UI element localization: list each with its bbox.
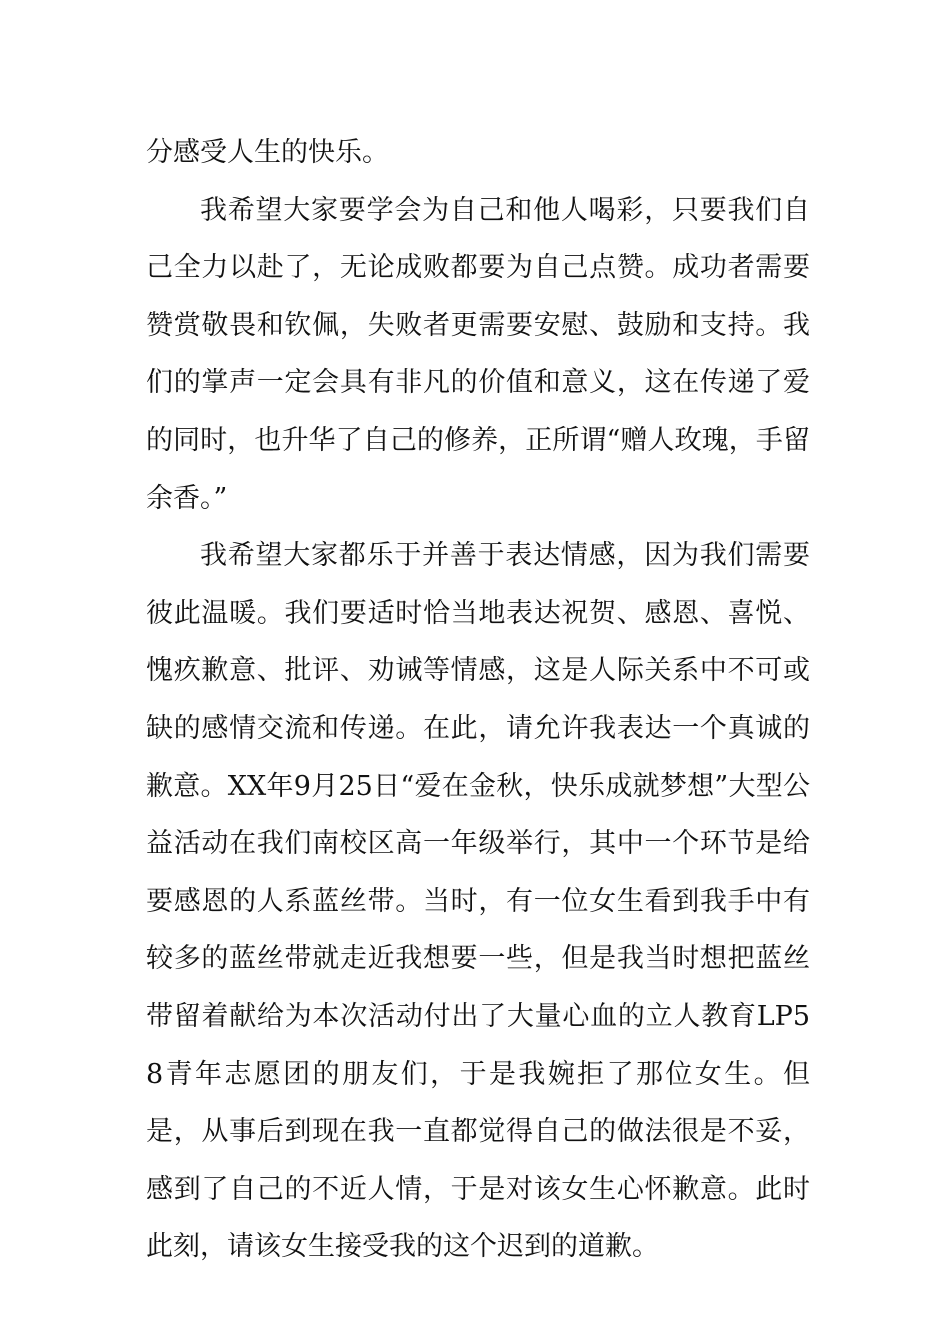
paragraph-apology: 我希望大家都乐于并善于表达情感，因为我们需要彼此温暖。我们要适时恰当地表达祝贺、感恩、喜悦、愧疚歉意、批评、劝诫等情感，这是人际关系中不可或缺的感情交流和传递。在此，请允许我表达一个真诚的歉意。XX年9月25日“爱在金秋，快乐成就梦想”大型公益活动在我们南校区高一年级举行，其中一个环节是给要感恩的人系蓝丝带。当时，有一位女生看到我手中有较多的蓝丝带就走近我想要一些，但是我当时想把蓝丝带留着献给为本次活动付出了大量心血的立人教育LP58青年志愿团的朋友们，于是我婉拒了那位女生。但是，从事后到现在我一直都觉得自己的做法很是不妥，感到了自己的不近人情，于是对该女生心怀歉意。此时此刻，请该女生接受我的这个迟到的道歉。 <box>146 540 810 1263</box>
body-text <box>146 124 810 1276</box>
paragraph-applause: 我希望大家要学会为自己和他人喝彩，只要我们自己全力以赴了，无论成败都要为自己点赞。成功者需要赞赏敬畏和钦佩，失败者更需要安慰、鼓励和支持。我们的掌声一定会具有非凡的价值和意义，这在传递了爱的同时，也升华了自己的修养，正所谓“赠人玫瑰，手留余香。” <box>146 194 810 514</box>
paragraph-continuation: 分感受人生的快乐。 <box>146 137 389 168</box>
